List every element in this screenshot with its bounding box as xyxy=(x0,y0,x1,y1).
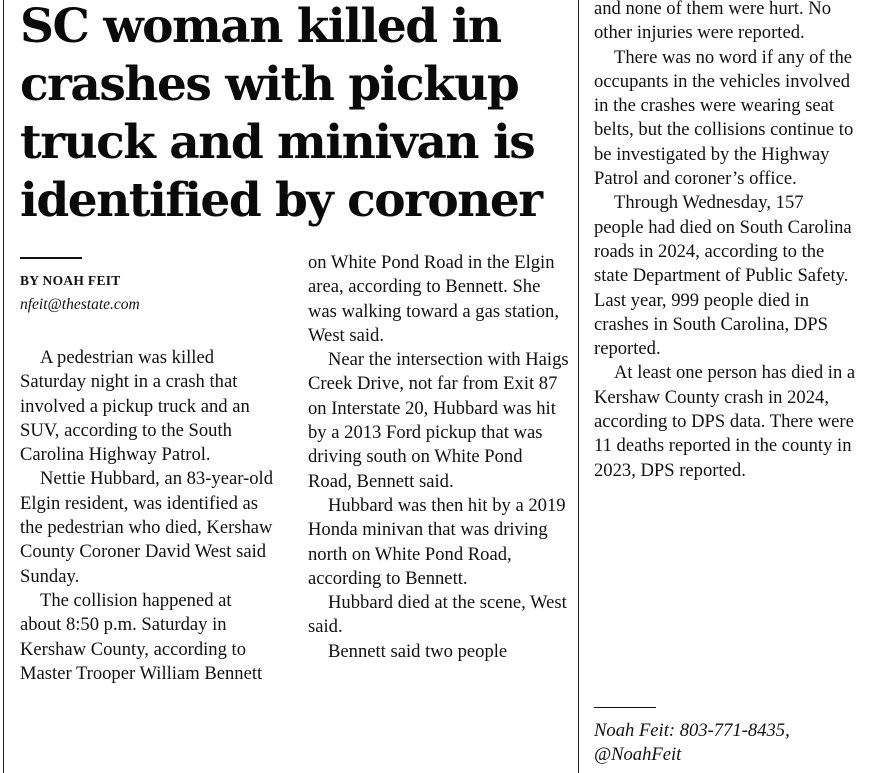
article-headline: SC woman killed in crashes with pickup truck and minivan is identified by coroner xyxy=(20,0,542,228)
author-email: nfeit@thestate.com xyxy=(20,296,140,313)
paragraph: Bennett said two people xyxy=(328,640,508,662)
contact-divider xyxy=(594,707,656,708)
left-column-rule xyxy=(3,0,4,773)
article-column-1 xyxy=(20,346,275,686)
paragraph: The collision happened at about 8:50 p.m. Saturday in Kershaw County, according to Master Trooper William Bennett xyxy=(20,589,263,684)
paragraph: Hubbard died at the scene, West said. xyxy=(308,592,567,638)
author-contact: Noah Feit: 803-771-8435, @NoahFeit xyxy=(594,720,790,766)
paragraph: At least one person has died in a Kershaw County crash in 2024, according to DPS data. There were 11 deaths reported in the county in 2023, DPS reported. xyxy=(594,362,856,481)
paragraph: Near the intersection with Haigs Creek Drive, not far from Exit 87 on Interstate 20, Hubbard was hit by a 2013 Ford pickup that was driving south on White Pond Road, Bennett said. xyxy=(308,349,569,492)
paragraph: Nettie Hubbard, an 83-year-old Elgin resident, was identified as the pedestrian who died, Kershaw County Coroner David West said Sunday. xyxy=(20,468,273,587)
paragraph: There was no word if any of the occupants in the vehicles involved in the crashes were wearing seat belts, but the collisions continue to be investigated by the Highway Patrol and coroner’s office. xyxy=(594,46,854,190)
paragraph: on White Pond Road in the Elgin area, according to Bennett. She was walking toward a gas station, West said. xyxy=(308,252,559,346)
paragraph: and none of them were hurt. No other injuries were reported. xyxy=(594,0,831,44)
right-column-rule xyxy=(578,0,579,773)
paragraph: Through Wednesday, 157 people had died on South Carolina roads in 2024, according to the state Department of Public Safety. Last year, 999 people died in crashes in South Carolina, DPS reported. xyxy=(594,192,852,360)
article-column-3 xyxy=(594,0,856,483)
byline: BY NOAH FEIT xyxy=(20,273,121,288)
byline-divider xyxy=(20,257,82,259)
paragraph: Hubbard was then hit by a 2019 Honda minivan that was driving north on White Pond Road, according to Bennett. xyxy=(308,494,566,589)
article-column-2 xyxy=(308,251,570,664)
paragraph: A pedestrian was killed Saturday night in a crash that involved a pickup truck and an SUV, according to the South Carolina Highway Patrol. xyxy=(20,347,250,466)
